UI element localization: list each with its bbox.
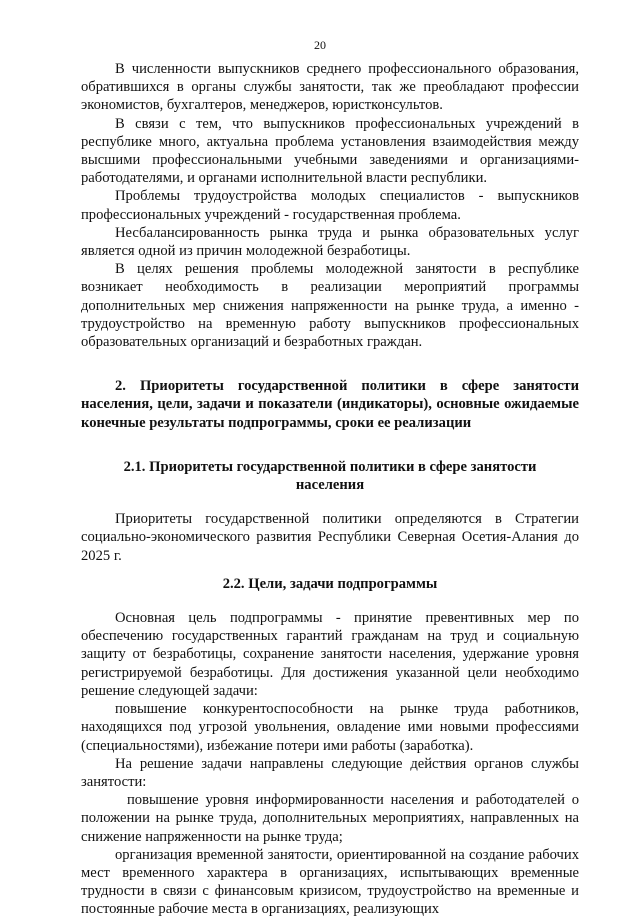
section-2-1-heading: 2.1. Приоритеты государственной политики в сфере занятости населения bbox=[123, 458, 537, 494]
paragraph: В связи с тем, что выпускников профессиональных учреждений в республике много, актуальна проблема установления взаимодействия между высшими профессиональными учебными заведениями и организациями-работодателями, и органами исполнительной власти республики. bbox=[81, 115, 579, 187]
paragraph: На решение задачи направлены следующие действия органов службы занятости: bbox=[81, 755, 579, 790]
section-2-2-heading: 2.2. Цели, задачи подпрограммы bbox=[222, 575, 438, 592]
paragraph: Приоритеты государственной политики определяются в Стратегии социально-экономического развития Республики Северная Осетия-Алания до 2025 г. bbox=[81, 511, 579, 564]
paragraph: Основная цель подпрограммы - принятие превентивных мер по обеспечению государственных гарантий гражданам на труд и социальную защиту от безработицы, сохранение занятости населения, удержание уровня регистрируемой безработицы. Для достижения указанной цели необходимо решение следующей задачи: bbox=[81, 610, 579, 699]
paragraph: повышение уровня информированности населения и работодателей о положении на рынке труда, дополнительных мероприятиях, направленных на снижение напряженности на рынке труда; bbox=[81, 792, 579, 845]
paragraph: Несбалансированность рынка труда и рынка образовательных услуг является одной из причин молодежной безработицы. bbox=[81, 224, 579, 260]
paragraph: В целях решения проблемы молодежной занятости в республике возникает необходимость в реализации мероприятий программы дополнительных мер снижения напряженности на рынке труда, а именно - трудоустройство на временную работу выпускников профессиональных образовательных организаций и безработных граждан. bbox=[81, 261, 579, 351]
paragraph: Проблемы трудоустройства молодых специалистов - выпускников профессиональных учреждений - государственная проблема. bbox=[81, 188, 579, 223]
paragraph: В численности выпускников среднего профессионального образования, обратившихся в органы службы занятости, так же преобладают профессии экономистов, бухгалтеров, менеджеров, юристконсультов. bbox=[81, 61, 579, 114]
paragraph: организация временной занятости, ориентированной на создание рабочих мест временного характера в организациях, испытывающих временные трудности в связи с финансовым кризисом, трудоустройство на временные и постоянные рабочие места в организациях, реализующих bbox=[81, 846, 579, 918]
paragraph: повышение конкурентоспособности на рынке труда работников, находящихся под угрозой увольнения, овладение ими новыми профессиями (специальностями), избежание потери ими работы (заработка). bbox=[81, 701, 579, 754]
page-number: 20 bbox=[314, 38, 326, 52]
section-2-heading: 2. Приоритеты государственной политики в сфере занятости населения, цели, задачи и показатели (индикаторы), основные ожидаемые конечные результаты подпрограммы, сроки ее реализации bbox=[81, 378, 579, 431]
document-body bbox=[81, 60, 579, 919]
